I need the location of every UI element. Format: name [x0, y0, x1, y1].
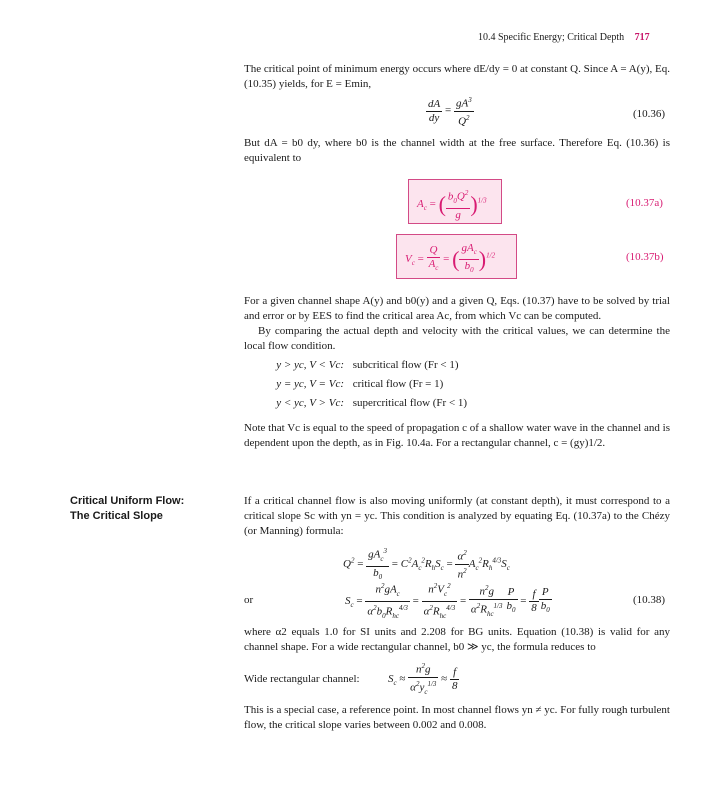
condition-expression: y > yc, V < Vc: — [276, 359, 344, 371]
condition-expression: y < yc, V > Vc: — [276, 397, 344, 409]
paragraph-trial-error: For a given channel shape A(y) and b0(y) and a given Q, Eqs. (10.37) have to be solved by trial and error or by EES to find the critical area Ac, from which Vc can be computed. — [244, 295, 670, 322]
equation-chezy: $Q^2$ = $\frac{gA_c^3}{b_0}$ = $C^2A_c^2R_hS_c$ = $\frac{\alpha^2}{n^2}$ $A_c^2R_h^{4/3}S_c$ — [343, 547, 510, 582]
or-label: or — [244, 594, 254, 606]
equation-text — [487, 187, 488, 188]
equation-text — [459, 660, 460, 661]
condition-row — [254, 397, 467, 409]
equation-10-36: $\frac{dA}{dy}$ = $\frac{gA^3}{Q^2}$ — [426, 94, 474, 128]
section-title: 10.4 Specific Energy; Critical Depth — [478, 32, 625, 43]
side-heading — [70, 494, 220, 524]
condition-row — [254, 378, 443, 390]
paragraph-critical-point: The critical point of minimum energy occurs where dE/dy = 0 at constant Q. Since A = A(y), Eq. (10.35) yields, for E = Emin, — [244, 63, 670, 90]
equation-10-37b-box: $V_c$ = $\frac{Q}{A_c}$ = ( $\frac{gA_c}{b_0}$ )$^{1/2}$ — [396, 234, 517, 279]
equation-10-38: $S_c$ = $\frac{n^2gA_c}{\alpha^2b_0R_{hc}^{4/3}}$ = $\frac{n^2V_c^2}{\alpha^2R_{hc}^{4/3}}$ = $\frac{n^2g}{\alpha^2R_{hc}^{1/3}}$ $\frac{P}{b_0}$ = $\frac{f}{8}$ $\frac{P}{b_0}$ — [345, 580, 552, 623]
paragraph-compare: By comparing the actual depth and velocity with the critical values, we can determine the local flow condition. — [244, 325, 670, 352]
condition-description: critical flow (Fr = 1) — [352, 378, 444, 390]
condition-expression: y = yc, V = Vc: — [276, 378, 344, 390]
paragraph-width-surface: But dA = b0 dy, where b0 is the channel width at the free surface. Therefore Eq. (10.36) is equivalent to — [244, 137, 670, 164]
equation-text — [495, 242, 496, 243]
condition-row — [254, 359, 459, 371]
equation-number-10-37b: (10.37b) — [626, 251, 664, 263]
equation-text — [552, 580, 553, 581]
equation-number-10-36: (10.36) — [633, 108, 666, 120]
equation-10-37a-box: $A_c$ = ( $\frac{b_0Q^2}{g}$ )$^{1/3}$ — [408, 179, 502, 224]
running-header — [478, 32, 650, 43]
equation-text — [510, 545, 511, 546]
page-number: 717 — [634, 32, 650, 43]
paragraph-special-case: This is a special case, a reference point. In most channel flows yn ≠ yc. For fully rough turbulent flow, the critical slope varies between 0.002 and 0.008. — [244, 704, 670, 731]
side-heading-line2: The Critical Slope — [70, 510, 163, 522]
paragraph-critical-slope: If a critical channel flow is also moving uniformly (at constant depth), it must correspond to a critical slope Sc with yn = yc. This condition is analyzed by equating Eq. (10.37a) to the Chézy (or Manning) formula: — [244, 495, 670, 537]
equation-wide-channel: $S_c$ ≈ $\frac{n^2g}{\alpha^2y_c^{1/3}}$ ≈ $\frac{f}{8}$ — [388, 660, 459, 699]
equation-text — [474, 94, 475, 95]
condition-description: supercritical flow (Fr < 1) — [352, 397, 468, 409]
equation-number-10-37a: (10.37a) — [626, 197, 663, 209]
side-heading-line1: Critical Uniform Flow: — [70, 495, 185, 507]
wide-channel-label: Wide rectangular channel: — [244, 673, 360, 685]
paragraph-wave-speed: Note that Vc is equal to the speed of propagation c of a shallow water wave in the channel and is dependent upon the depth, as in Fig. 10.4a. For a rectangular channel, c = (gy)1/2. — [244, 422, 670, 449]
condition-description: subcritical flow (Fr < 1) — [352, 359, 459, 371]
equation-number-10-38: (10.38) — [633, 594, 666, 606]
paragraph-alpha: where α2 equals 1.0 for SI units and 2.208 for BG units. Equation (10.38) is valid for any channel shape. For a wide rectangular channel, b0 ≫ yc, the formula reduces to — [244, 626, 670, 653]
